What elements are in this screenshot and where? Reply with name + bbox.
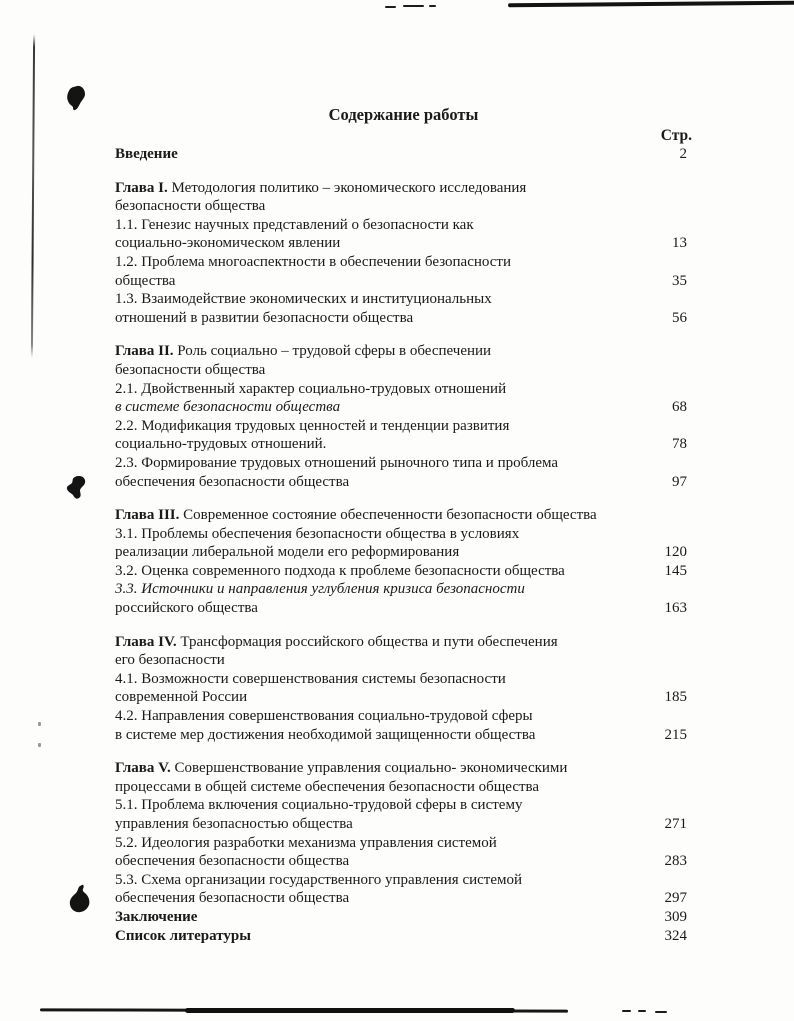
scan-line-bottom-thick <box>185 1008 515 1013</box>
toc-line-text-group <box>115 562 565 581</box>
ink-blob-middle <box>65 475 88 501</box>
toc-line-text-group <box>115 778 539 797</box>
scan-line-top-right <box>508 1 794 8</box>
table-of-contents <box>115 104 692 945</box>
toc-line <box>115 543 692 562</box>
toc-line <box>115 361 692 380</box>
toc-line <box>115 796 692 815</box>
toc-line-text-group <box>115 361 265 380</box>
toc-spacer <box>115 491 692 506</box>
faint-speck <box>38 743 41 747</box>
toc-line-bold-label: Введение <box>115 146 178 162</box>
toc-line-text-group <box>115 834 497 853</box>
toc-line-text: 1.3. Взаимодействие экономических и институциональных <box>115 291 492 308</box>
page-column-label: Стр. <box>660 127 692 144</box>
toc-line-text: отношений в развитии безопасности общества <box>115 309 414 326</box>
toc-page-number: 215 <box>664 726 687 743</box>
toc-line-text: Методология политико – экономического исследования <box>167 179 527 196</box>
toc-line-bold-label: Глава V. <box>115 760 171 777</box>
toc-line-text: процессами в общей системе обеспечения безопасности общества <box>115 778 540 795</box>
toc-line-text: его безопасности <box>115 652 225 669</box>
toc-page-number: 145 <box>664 562 687 579</box>
toc-line <box>115 435 692 454</box>
toc-line-text: 2.2. Модификация трудовых ценностей и тенденции развития <box>115 417 510 434</box>
toc-line-text-group <box>115 473 349 492</box>
toc-line-text-group <box>115 599 258 618</box>
toc-line-text-group <box>115 417 509 436</box>
toc-line <box>115 852 692 871</box>
toc-line-text: Современное состояние обеспеченности безопасности общества <box>179 507 597 524</box>
toc-line <box>115 815 692 834</box>
toc-spacer <box>115 744 692 759</box>
toc-line <box>115 927 692 946</box>
toc-lines <box>115 145 692 945</box>
scan-dash-bottom <box>638 1010 646 1012</box>
toc-line <box>115 145 692 164</box>
toc-line-text: обеспечения безопасности общества <box>115 890 350 907</box>
toc-line <box>115 417 692 436</box>
toc-line <box>115 726 692 745</box>
toc-line-text: 5.3. Схема организации государственного управления системой <box>115 871 523 888</box>
toc-line-bold-label: Глава III. <box>115 507 180 524</box>
toc-line-text-group <box>115 633 558 652</box>
toc-page-number: 2 <box>679 146 687 162</box>
toc-line-text-group <box>115 796 522 815</box>
toc-line <box>115 651 692 670</box>
toc-line <box>115 889 692 908</box>
toc-line <box>115 380 692 399</box>
toc-page-number: 163 <box>664 600 687 617</box>
toc-page-number: 35 <box>672 272 687 289</box>
toc-line <box>115 179 692 198</box>
margin-vertical-line <box>31 34 35 358</box>
toc-line-text: Трансформация российского общества и пути обеспечения <box>176 633 558 650</box>
toc-line-text-group <box>115 253 511 272</box>
toc-line <box>115 342 692 361</box>
toc-line-text-group <box>115 342 491 361</box>
toc-line <box>115 908 692 927</box>
toc-line-text-group <box>115 852 349 871</box>
toc-line-text-group <box>115 197 265 216</box>
toc-page-number: 324 <box>664 927 687 944</box>
toc-line-text-group <box>115 670 506 689</box>
toc-line-text: Роль социально – трудовой сферы в обеспечении <box>173 343 492 360</box>
toc-line-text: безопасности общества <box>115 198 266 215</box>
scan-dash-top <box>403 5 424 7</box>
toc-line <box>115 454 692 473</box>
toc-line-text: 3.2. Оценка современного подхода к проблеме безопасности общества <box>115 562 565 579</box>
toc-line-text: 2.1. Двойственный характер социально-трудовых отношений <box>115 380 507 397</box>
toc-line-text-group <box>115 290 492 309</box>
toc-page-number: 271 <box>664 816 687 832</box>
toc-line <box>115 580 692 599</box>
toc-page-number: 297 <box>664 890 687 907</box>
toc-line <box>115 216 692 235</box>
toc-line-bold-label: Заключение <box>115 908 198 925</box>
toc-line-text-group <box>115 871 522 890</box>
toc-line-text-group <box>115 543 459 562</box>
toc-line-text: 5.1. Проблема включения социально-трудовой сферы в систему <box>115 797 523 814</box>
toc-line-text-group <box>115 815 353 834</box>
toc-line-text: 3.3. Источники и направления углубления кризиса безопасности <box>115 581 525 598</box>
toc-line-text: Совершенствование управления социально- экономическими <box>170 760 568 777</box>
toc-line <box>115 871 692 890</box>
toc-line-text-group <box>115 889 349 908</box>
toc-line-text-group <box>115 380 506 399</box>
toc-line <box>115 473 692 492</box>
scan-dash-bottom <box>622 1010 631 1012</box>
toc-line <box>115 834 692 853</box>
toc-page-number: 56 <box>672 309 687 326</box>
toc-line <box>115 707 692 726</box>
toc-line-text-group <box>115 454 558 473</box>
toc-line <box>115 197 692 216</box>
scan-dash-top <box>385 6 396 8</box>
toc-line-text-group <box>115 580 525 599</box>
toc-line-text-group <box>115 525 519 544</box>
toc-line-text: 2.3. Формирование трудовых отношений рыночного типа и проблема <box>115 454 559 471</box>
toc-spacer <box>115 327 692 342</box>
toc-page-number: 68 <box>672 399 687 416</box>
toc-line-text-group <box>115 908 197 927</box>
toc-line-text: в системе безопасности общества <box>115 399 341 416</box>
toc-line-text-group <box>115 726 535 745</box>
scan-dash-bottom <box>655 1011 667 1013</box>
toc-line-text-group <box>115 272 175 291</box>
toc-line-text-group <box>115 309 413 328</box>
toc-line <box>115 599 692 618</box>
toc-line-text: 5.2. Идеология разработки механизма управления системой <box>115 834 497 851</box>
toc-line-text-group <box>115 506 597 525</box>
toc-line-bold-label: Глава IV. <box>115 633 177 650</box>
toc-line-text-group <box>115 651 225 670</box>
toc-line-text: современной России <box>115 689 248 706</box>
toc-line-text: социально-трудовых отношений. <box>115 436 327 453</box>
toc-spacer <box>115 618 692 633</box>
toc-line-text: обеспечения безопасности общества <box>115 853 350 870</box>
toc-line-text: 1.2. Проблема многоаспектности в обеспечении безопасности <box>115 253 512 270</box>
page-title: Содержание работы <box>328 105 479 124</box>
toc-line <box>115 525 692 544</box>
toc-line-text: управления безопасностью общества <box>115 816 353 832</box>
toc-line-text-group <box>115 216 474 235</box>
toc-line-text-group <box>115 688 247 707</box>
toc-line <box>115 759 692 778</box>
toc-line-bold-label: Глава I. <box>115 179 168 196</box>
toc-line-text: общества <box>115 272 176 289</box>
ink-blob-bottom <box>69 884 92 914</box>
toc-line <box>115 253 692 272</box>
faint-speck <box>38 722 41 726</box>
toc-line-text: 4.2. Направления совершенствования социально-трудовой сферы <box>115 708 533 725</box>
toc-line-text: реализации либеральной модели его реформирования <box>115 544 460 561</box>
toc-line <box>115 688 692 707</box>
toc-line <box>115 272 692 291</box>
toc-line <box>115 309 692 328</box>
toc-line-text: в системе мер достижения необходимой защищенности общества <box>115 726 536 743</box>
toc-page-number: 78 <box>672 436 687 453</box>
toc-line-bold-label: Список литературы <box>115 927 251 944</box>
toc-line-text: российского общества <box>115 600 258 617</box>
toc-line <box>115 670 692 689</box>
toc-line <box>115 633 692 652</box>
toc-line-text-group <box>115 179 526 198</box>
toc-line-text-group <box>115 707 533 726</box>
toc-line-text-group <box>115 759 567 778</box>
toc-spacer <box>115 164 692 179</box>
toc-line-text-group <box>115 927 251 946</box>
toc-page-number: 185 <box>664 689 687 706</box>
toc-page-number: 309 <box>664 908 687 925</box>
toc-line <box>115 234 692 253</box>
toc-line <box>115 290 692 309</box>
toc-line-text-group <box>115 145 178 164</box>
toc-line-text-group <box>115 234 340 253</box>
toc-line-text-group <box>115 435 326 454</box>
toc-line-bold-label: Глава II. <box>115 343 174 360</box>
toc-line <box>115 778 692 797</box>
toc-line-text: обеспечения безопасности общества <box>115 473 350 490</box>
toc-line-text: 3.1. Проблемы обеспечения безопасности общества в условиях <box>115 525 520 542</box>
toc-line <box>115 562 692 581</box>
toc-line-text-group <box>115 398 340 417</box>
toc-page-number: 97 <box>672 473 687 490</box>
toc-page-number: 120 <box>664 544 687 561</box>
scan-dash-top <box>429 5 436 7</box>
toc-line-text: 4.1. Возможности совершенствования системы безопасности <box>115 670 506 687</box>
toc-line-text: социально-экономическом явлении <box>115 235 341 252</box>
toc-line-text: 1.1. Генезис научных представлений о безопасности как <box>115 216 474 233</box>
ink-blob-top <box>66 85 88 111</box>
toc-line-text: безопасности общества <box>115 361 266 378</box>
toc-line <box>115 506 692 525</box>
toc-page-number: 13 <box>672 235 687 252</box>
toc-line <box>115 398 692 417</box>
toc-page-number: 283 <box>664 853 687 870</box>
